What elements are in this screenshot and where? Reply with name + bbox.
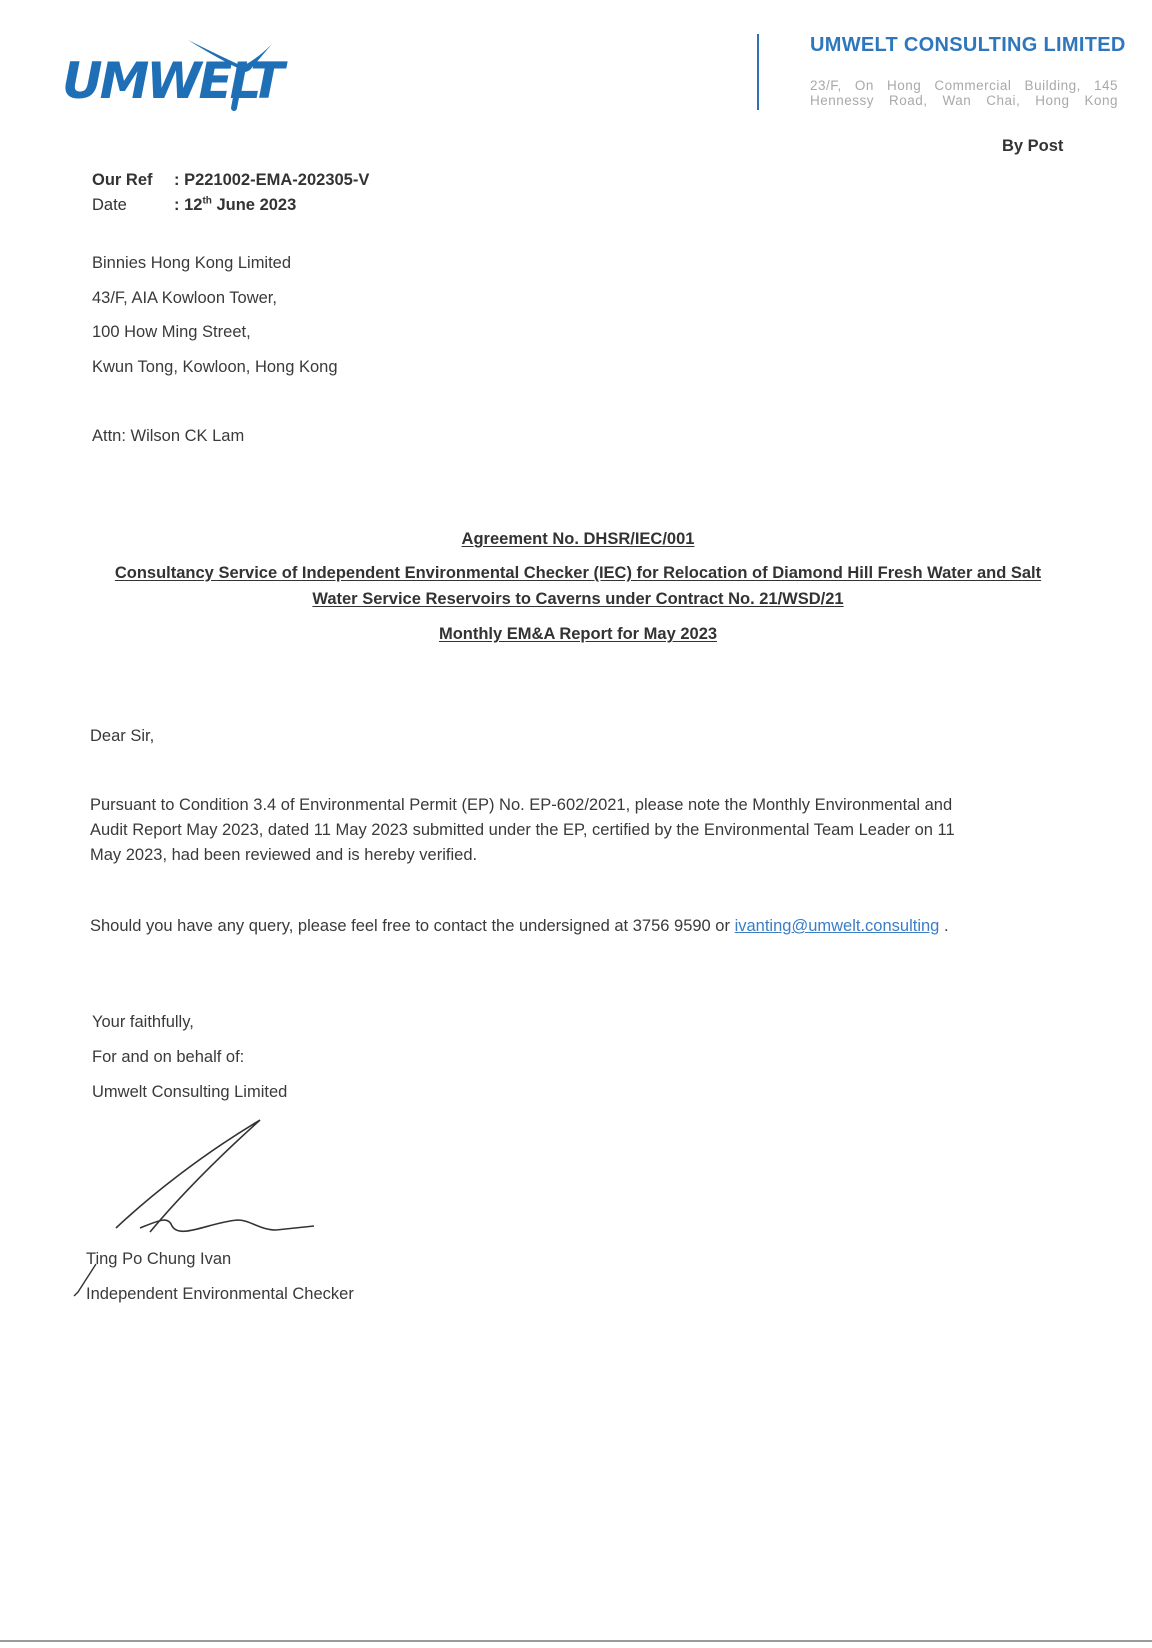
company-logo [60, 36, 290, 116]
company-address: 23/F, On Hong Commercial Building, 145 Hennessy Road, Wan Chai, Hong Kong [810, 78, 1118, 108]
date-value: : 12th June 2023 [174, 195, 297, 214]
subject-title-line1: Consultancy Service of Independent Environmental Checker (IEC) for Relocation of Diamond Hill Fresh Water and Salt [114, 564, 1042, 582]
recipient-line: Kwun Tong, Kowloon, Hong Kong [92, 358, 338, 376]
report-title: Monthly EM&A Report for May 2023 [438, 625, 718, 643]
our-ref-value: : P221002-EMA-202305-V [174, 171, 370, 189]
header-divider [757, 34, 759, 110]
recipient-line: 100 How Ming Street, [92, 323, 251, 341]
email-link[interactable]: ivanting@umwelt.consulting [734, 917, 940, 935]
recipient-line: Binnies Hong Kong Limited [92, 254, 292, 272]
delivery-method: By Post [1002, 137, 1064, 155]
bottom-divider [0, 1640, 1152, 1642]
valediction: Your faithfully, [92, 1013, 194, 1031]
our-ref-label: Our Ref [92, 171, 153, 189]
our-ref-row [92, 171, 369, 190]
date-row [92, 196, 296, 215]
on-behalf-line: For and on behalf of: [92, 1048, 245, 1066]
closing-company: Umwelt Consulting Limited [92, 1083, 288, 1101]
logo-wordmark: UMWELT [62, 52, 282, 110]
body-paragraph-1: Pursuant to Condition 3.4 of Environmental Permit (EP) No. EP-602/2021, please note the Monthly Environmental and Audit Report May 2023, dated 11 May 2023 submitted under the EP, certified by the Environmental Team Leader on 11 May 2023, had been reviewed and is hereby verified. [90, 796, 955, 864]
signatory-title: Independent Environmental Checker [86, 1285, 354, 1303]
salutation: Dear Sir, [90, 727, 155, 745]
body-paragraph-2: Should you have any query, please feel free to contact the undersigned at 3756 9590 or ivanting@umwelt.consulting . [90, 917, 949, 935]
handwritten-signature [110, 1116, 320, 1246]
date-label: Date [92, 196, 127, 214]
company-name: UMWELT CONSULTING LIMITED [810, 34, 1126, 56]
attention-line: Attn: Wilson CK Lam [92, 427, 245, 445]
subject-title-line2: Water Service Reservoirs to Caverns under Contract No. 21/WSD/21 [312, 590, 844, 608]
agreement-number: Agreement No. DHSR/IEC/001 [461, 530, 695, 548]
signatory-name: Ting Po Chung Ivan [86, 1250, 232, 1268]
recipient-line: 43/F, AIA Kowloon Tower, [92, 289, 277, 307]
